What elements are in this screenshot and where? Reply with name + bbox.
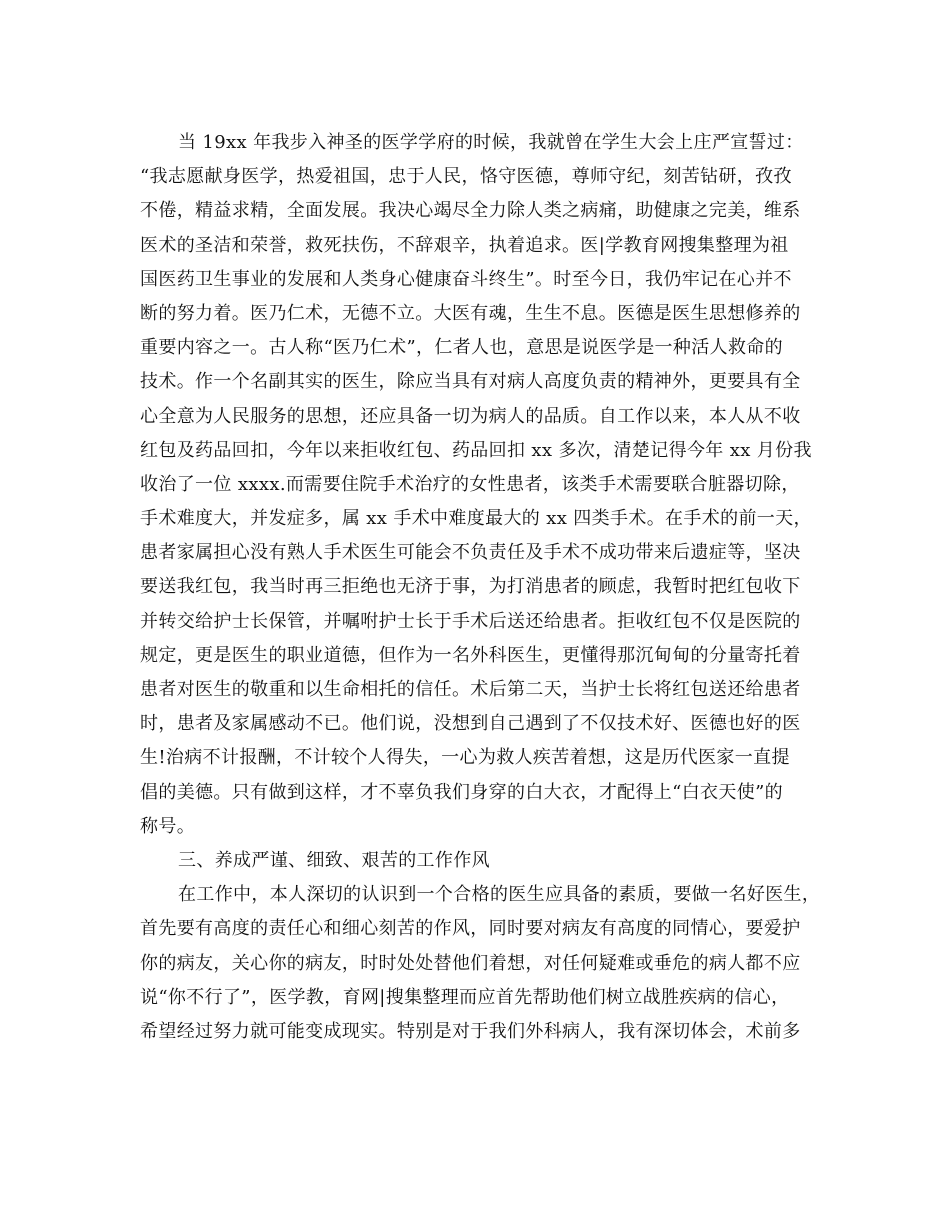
- text-line: 收治了一位 xxxx.而需要住院手术治疗的女性患者，该类手术需要联合脏器切除，: [140, 473, 800, 495]
- text-line: 你的病友，关心你的病友，时时处处替他们着想，对任何疑难或垂危的病人都不应: [140, 952, 801, 974]
- text-line: 红包及药品回扣，今年以来拒收红包、药品回扣 xx 多次，清楚记得今年 xx 月份我: [140, 439, 812, 461]
- text-line: 重要内容之一。古人称“医乃仁术”，仁者人也，意思是说医学是一种活人救命的: [140, 337, 784, 359]
- text-line: 患者家属担心没有熟人手术医生可能会不负责任及手术不成功带来后遗症等，坚决: [140, 542, 801, 564]
- text-line: 国医药卫生事业的发展和人类身心健康奋斗终生”。时至今日，我仍牢记在心并不: [140, 268, 792, 290]
- text-line: 心全意为人民服务的思想，还应具备一切为病人的品质。自工作以来，本人从不收: [140, 405, 801, 427]
- text-line: 不倦，精益求精，全面发展。我决心竭尽全力除人类之病痛，助健康之完美，维系: [140, 200, 801, 222]
- text-line: 倡的美德。只有做到这样，才不辜负我们身穿的白大衣，才配得上“白衣天使”的: [140, 781, 784, 803]
- text-line: 医术的圣洁和荣誉，救死扶伤，不辞艰辛，执着追求。医|学教育网搜集整理为祖: [140, 234, 789, 256]
- text-line: 要送我红包，我当时再三拒绝也无济于事，为打消患者的顾虑，我暂时把红包收下: [140, 576, 801, 598]
- text-line: 患者对医生的敬重和以生命相托的信任。术后第二天，当护士长将红包送还给患者: [140, 679, 801, 700]
- text-line: 规定，更是医生的职业道德，但作为一名外科医生，更懂得那沉甸甸的分量寄托着: [140, 644, 801, 666]
- text-line: 并转交给护士长保管，并嘱咐护士长于手术后送还给患者。拒收红包不仅是医院的: [140, 610, 801, 632]
- text-line: 生!治病不计报酬，不计较个人得失，一心为救人疾苦着想，这是历代医家一直提: [140, 747, 790, 769]
- text-line: 技术。作一个名副其实的医生，除应当具有对病人高度负责的精神外，更要具有全: [140, 371, 801, 393]
- text-line: 断的努力着。医乃仁术，无德不立。大医有魂，生生不息。医德是医生思想修养的: [140, 302, 801, 324]
- text-line: 称号。: [140, 815, 196, 837]
- text-line: “我志愿献身医学，热爱祖国，忠于人民，恪守医德，尊师守纪，刻苦钻研，孜孜: [140, 166, 792, 188]
- text-line: 当 19xx 年我步入神圣的医学学府的时候，我就曾在学生大会上庄严宣誓过：: [178, 132, 804, 153]
- text-line: 手术难度大，并发症多，属 xx 手术中难度最大的 xx 四类手术。在手术的前一天，: [140, 508, 812, 530]
- text-line: 说“你不行了”，医学教，育网|搜集整理而应首先帮助他们树立战胜疾病的信心，: [140, 986, 790, 1008]
- text-line: 在工作中，本人深切的认识到一个合格的医生应具备的素质，要做一名好医生，: [178, 884, 821, 906]
- text-line: 首先要有高度的责任心和细心刻苦的作风，同时要对病友有高度的同情心，要爱护: [140, 918, 801, 940]
- text-line: 时，患者及家属感动不已。他们说，没想到自己遇到了不仅技术好、医德也好的医: [140, 713, 801, 735]
- text-line: 希望经过努力就可能变成现实。特别是对于我们外科病人，我有深切体会，术前多: [140, 1020, 801, 1042]
- document-body: [140, 126, 830, 1049]
- text-line: 三、养成严谨、细致、艰苦的工作作风: [178, 849, 490, 871]
